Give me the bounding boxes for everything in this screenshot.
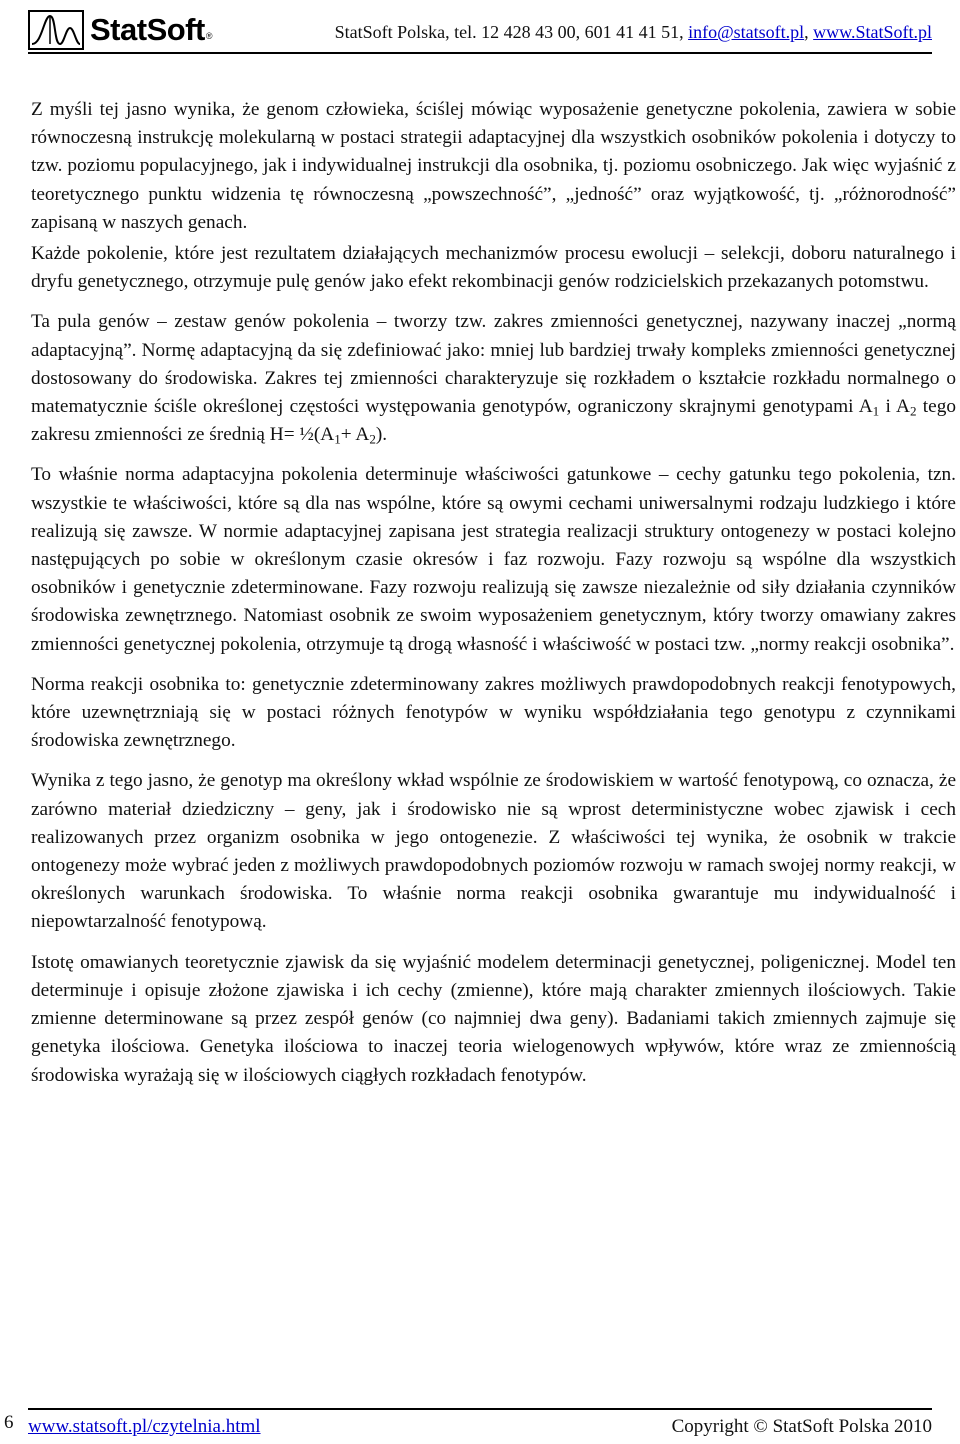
subscript-4: 2	[369, 431, 376, 447]
subscript-1: 1	[872, 403, 880, 419]
copyright-text: Copyright © StatSoft Polska 2010	[671, 1416, 932, 1437]
footer-link[interactable]: www.statsoft.pl/czytelnia.html	[28, 1416, 261, 1437]
contact-separator: ,	[804, 22, 814, 42]
page-number: 6	[4, 1412, 14, 1433]
paragraph-2: Każde pokolenie, które jest rezultatem działających mechanizmów procesu ewolucji – selekcji, doboru naturalnego i dryfu genetycznego, otrzymuje pulę genów jako efekt rekombinacji genów rodzicielskich przekazanych potomstwu.	[31, 243, 956, 293]
paragraph-3-text-c: tego zakresu zmienności ze średnią H= ½(A	[31, 396, 956, 446]
paragraph-3-text-e: ).	[375, 424, 388, 446]
page-header	[28, 8, 932, 54]
distribution-curve-icon	[28, 10, 84, 50]
website-link[interactable]: www.StatSoft.pl	[813, 22, 932, 42]
page-footer	[28, 1408, 932, 1444]
paragraph-3-text-b: i A	[879, 396, 910, 418]
paragraph-3	[31, 308, 956, 449]
subscript-3: 1	[334, 431, 341, 447]
logo-wordmark: StatSoft	[90, 12, 205, 47]
paragraph-7: Istotę omawianych teoretycznie zjawisk da się wyjaśnić modelem determinacji genetycznej, poligenicznej. Model ten determinuje i opisuje złożone zjawiska i ich cechy (zmienne), które mają charakter zmiennych ilościowych. Takie zmienne determinowane są przez zespół genów (co najmniej dwa geny). Badaniami takich zmiennych zajmuje się genetyka ilościowa. Genetyka ilościowa to inaczej teoria wielogenowych wpływów, które wraz ze zmiennością środowiska wyrażają się w ilościowych ciągłych rozkładach fenotypów.	[31, 951, 956, 1086]
paragraph-3-text-a: Ta pula genów – zestaw genów pokolenia – tworzy tzw. zakres zmienności genetycznej, nazywany inaczej „normą adaptacyjną”. Normę adaptacyjną da się zdefiniować jako: mniej lub bardziej trwały kompleks zmienności genetycznej dostosowany do środowiska. Zakres tej zmienności charakteryzuje się rozkładem o kształcie rozkładu normalnego o matematycznie ściśle określonej częstości występowania genotypów, ograniczony skrajnymi genotypami A	[31, 311, 956, 418]
paragraph-1: Z myśli tej jasno wynika, że genom człowieka, ściślej mówiąc wyposażenie genetyczne pokolenia, zawiera w sobie równoczesną instrukcję molekularną w postaci strategii adaptacyjnej dla wszystkich osobników pokolenia i dotyczy to tzw. poziomu populacyjnego, jak i indywidualnej instrukcji dla osobnika, tj. poziomu osobniczego. Jak więc wyjaśnić z teoretycznego punktu widzenia tę równoczesną „powszechność”, „jedność” oraz wyjątkowość, tj. „różnorodność” zapisaną w naszych genach.	[31, 99, 956, 233]
paragraph-3-text-d: + A	[340, 424, 370, 446]
document-body	[31, 96, 956, 1102]
statsoft-logo	[28, 8, 212, 52]
header-contact	[335, 22, 932, 43]
subscript-2: 2	[909, 403, 917, 419]
logo-trademark: ®	[205, 31, 213, 41]
paragraph-4: To właśnie norma adaptacyjna pokolenia determinuje właściwości gatunkowe – cechy gatunku tego pokolenia, tzn. wszystkie te właściwości, które są dla nas wspólne, które są owymi cechami uniwersalnymi rodzaju ludzkiego i które realizują się zawsze. W normie adaptacyjnej zapisana jest strategia realizacji struktury ontogenezy w postaci kolejno następujących po sobie w określonym czasie okresów i faz rozwoju. Fazy rozwoju są wspólne dla wszystkich osobników i genetycznie zdeterminowane. Fazy rozwoju realizują się zawsze niezależnie od siły działania czynników środowiska zewnętrznego. Natomiast osobnik ze swoim wyposażeniem genetycznym, który tworzy omawiany zakres zmienności genetycznej pokolenia, otrzymuje tą drogą własność i właściwość w postaci tzw. „normy reakcji osobnika”.	[31, 464, 956, 655]
paragraph-6: Wynika z tego jasno, że genotyp ma określony wkład wspólnie ze środowiskiem w wartość fenotypową, co oznacza, że zarówno materiał dziedziczny – geny, jak i środowisko nie są wprost deterministyczne wobec zjawisk i cech realizowanych przez organizm osobnika w jego ontogenezie. Z właściwości tej wynika, że osobnik w trakcie ontogenezy może wybrać jeden z możliwych prawdopodobnych poziomów rozwoju w ramach swojej normy reakcji, w określonych warunkach środowiska. To właśnie norma reakcji osobnika gwarantuje mu indywidualność i niepowtarzalność fenotypową.	[31, 770, 956, 933]
email-link[interactable]: info@statsoft.pl	[688, 22, 805, 42]
contact-text: StatSoft Polska, tel. 12 428 43 00, 601 41 41 51,	[334, 22, 689, 42]
paragraph-5: Norma reakcji osobnika to: genetycznie zdeterminowany zakres możliwych prawdopodobnych reakcji fenotypowych, które uzewnętrzniają się w postaci różnych fenotypów w wyniku współdziałania tego genotypu z czynnikami środowiska zewnętrznego.	[31, 673, 956, 752]
